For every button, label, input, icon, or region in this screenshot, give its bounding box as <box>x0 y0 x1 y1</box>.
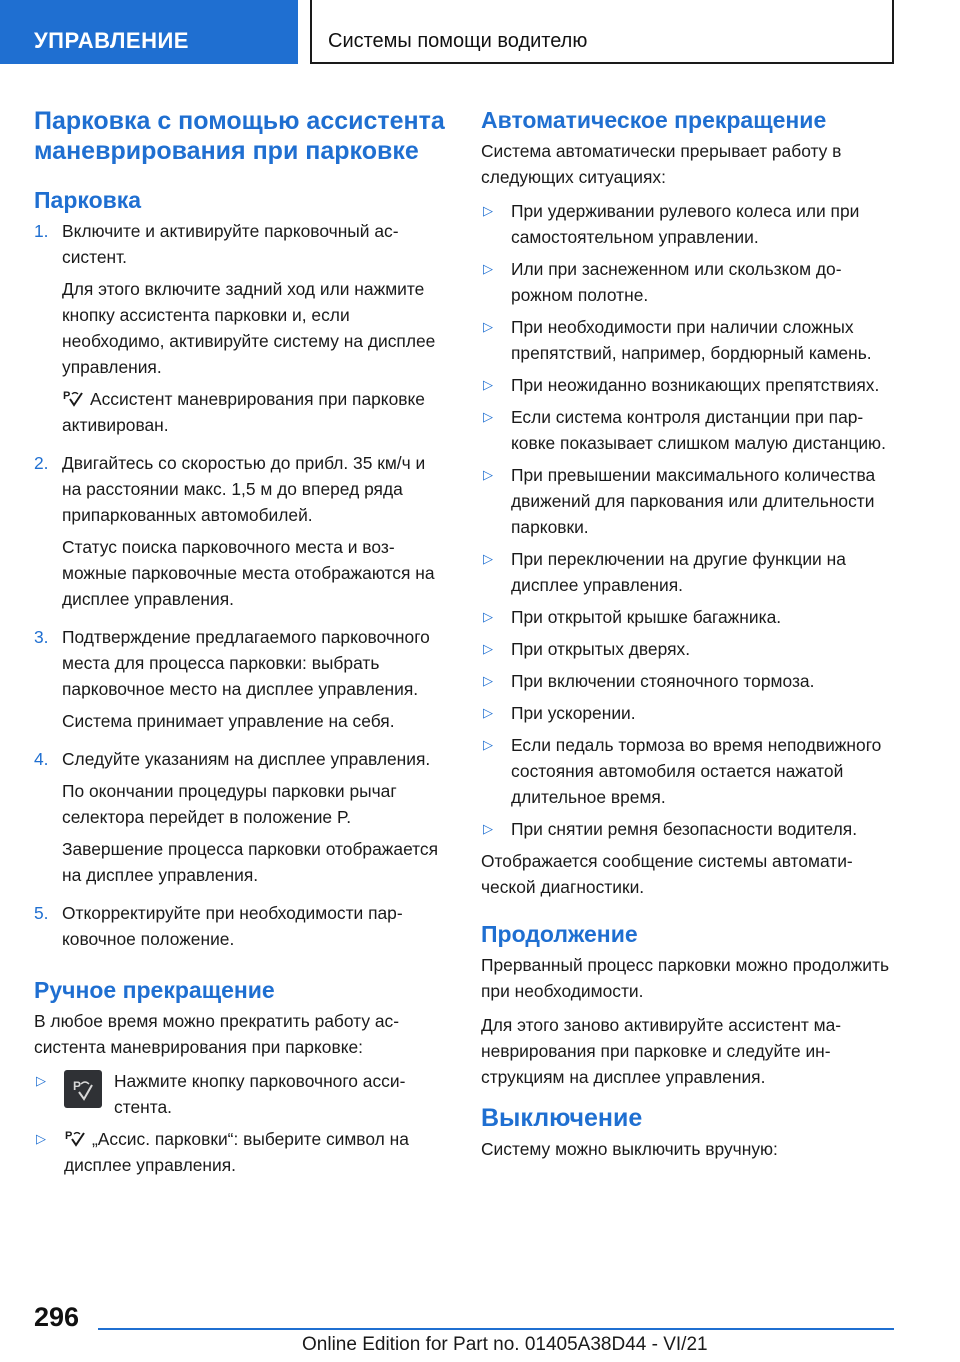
triangle-bullet-icon: ▷ <box>36 1131 46 1146</box>
step-text-after-icon: Ассистент маневрирования при парковке активирован. <box>62 389 425 435</box>
auto-stop-list <box>481 198 895 842</box>
list-item <box>481 314 895 366</box>
list-item <box>481 462 895 540</box>
triangle-bullet-icon: ▷ <box>483 377 493 392</box>
bullet-text: При переключении на другие функции на дисплее управления. <box>511 549 846 595</box>
parking-button-icon <box>64 1070 102 1108</box>
left-column <box>34 100 446 1184</box>
bullet-text: При снятии ремня безопасности водителя. <box>511 819 858 839</box>
list-item <box>481 732 895 810</box>
triangle-bullet-icon: ▷ <box>483 609 493 624</box>
step-number: 2. <box>34 453 49 473</box>
footer-edition: Online Edition for Part no. 01405A38D44 - VI/21 <box>302 1334 708 1355</box>
bullet-text: Нажмите кнопку парковочного ассистента. <box>114 1071 406 1117</box>
parking-heading: Парковка <box>34 187 142 213</box>
triangle-bullet-icon: ▷ <box>483 705 493 720</box>
triangle-bullet-icon: ▷ <box>36 1073 46 1088</box>
auto-stop-intro: Система автоматически прерывает работу в следующих ситуациях: <box>481 141 842 187</box>
step-text: Система принимает управление на себя. <box>62 711 395 731</box>
step-number: 3. <box>34 627 49 647</box>
auto-stop-outro: Отображается сообщение системы автоматической диагностики. <box>481 851 853 897</box>
bullet-text: При превышении максимального количества движений для паркования или длительности парковки. <box>511 465 876 537</box>
list-item <box>481 636 895 662</box>
step-text: Завершение процесса парковки отображается на дисплее управления. <box>62 839 439 885</box>
bullet-text: Или при заснеженном или скользком дорожном полотне. <box>511 259 842 305</box>
step-number: 4. <box>34 749 49 769</box>
list-item <box>481 546 895 598</box>
triangle-bullet-icon: ▷ <box>483 737 493 752</box>
list-item <box>34 1068 446 1120</box>
parking-assistant-icon <box>62 388 84 408</box>
triangle-bullet-icon: ▷ <box>483 821 493 836</box>
step-text: Для этого включите задний ход или нажмите кнопку ассистента парковки и, если необходимо, активируйте систему на дисплее управления. <box>62 279 436 377</box>
triangle-bullet-icon: ▷ <box>483 203 493 218</box>
bullet-text: При открытых дверях. <box>511 639 691 659</box>
switch-off-text: Систему можно выключить вручную: <box>481 1139 778 1159</box>
page-number: 296 <box>34 1302 80 1332</box>
step-text: Следуйте указаниям на дисплее управления. <box>62 749 431 769</box>
parking-assistant-icon <box>64 1128 86 1148</box>
step-number: 1. <box>34 221 49 241</box>
list-item <box>481 604 895 630</box>
list-item <box>481 816 895 842</box>
triangle-bullet-icon: ▷ <box>483 673 493 688</box>
svg-text:P: P <box>73 1079 82 1093</box>
bullet-text: Если педаль тормоза во время неподвижного состояния автомобиля остается нажатой длительное время. <box>511 735 882 807</box>
bullet-text: При необходимости при наличии сложных препятствий, например, бордюрный камень. <box>511 317 872 363</box>
step-1 <box>34 218 446 444</box>
list-item <box>481 668 895 694</box>
footer-divider <box>98 1328 894 1330</box>
manual-stop-intro: В любое время можно прекратить работу ассистента маневрирования при парковке: <box>34 1011 400 1057</box>
continue-text: Прерванный процесс парковки можно продолжить при необходимости. <box>481 955 890 1001</box>
bullet-text: Если система контроля дистанции при парковке показывает слишком малую дистанцию. <box>511 407 886 453</box>
step-2 <box>34 450 446 618</box>
step-text <box>62 386 446 438</box>
step-text: Подтверждение предлагаемого парковочного места для процесса парковки: выбрать парковочное место на дисплее управления. <box>62 627 430 699</box>
main-title: Парковка с помощью ассистента маневрирования при парковке <box>34 107 445 165</box>
step-3 <box>34 624 446 740</box>
header-chapter-label: Системы помощи водителю <box>310 0 894 64</box>
triangle-bullet-icon: ▷ <box>483 261 493 276</box>
bullet-text: При включении стояночного тормоза. <box>511 671 815 691</box>
step-4 <box>34 746 446 894</box>
triangle-bullet-icon: ▷ <box>483 641 493 656</box>
triangle-bullet-icon: ▷ <box>483 319 493 334</box>
triangle-bullet-icon: ▷ <box>483 467 493 482</box>
auto-stop-heading: Автоматическое прекращение <box>481 107 827 133</box>
svg-text:P: P <box>65 1130 73 1142</box>
bullet-text: При ускорении. <box>511 703 636 723</box>
bullet-text: При удерживании рулевого колеса или при самостоятельном управлении. <box>511 201 860 247</box>
manual-stop-heading: Ручное прекращение <box>34 977 275 1003</box>
step-number: 5. <box>34 903 49 923</box>
step-text: Двигайтесь со скоростью до прибл. 35 км/ч и на расстоянии макс. 1,5 м до вперед ряда припаркованных автомобилей. <box>62 453 426 525</box>
step-text: Статус поиска парковочного места и возможные парковочные места отображаются на дисплее управления. <box>62 537 435 609</box>
bullet-text: При открытой крышке багажника. <box>511 607 782 627</box>
list-item <box>481 198 895 250</box>
triangle-bullet-icon: ▷ <box>483 551 493 566</box>
continue-text: Для этого заново активируйте ассистент маневрирования при парковке и следуйте инструкциям на дисплее управления. <box>481 1015 842 1087</box>
header-section-label: УПРАВЛЕНИЕ <box>0 0 298 64</box>
right-column <box>481 100 895 1170</box>
list-item <box>481 404 895 456</box>
step-text: Откорректируйте при необходимости парковочное положение. <box>62 903 403 949</box>
list-item <box>481 256 895 308</box>
triangle-bullet-icon: ▷ <box>483 409 493 424</box>
bullet-text: При неожиданно возникающих препятствиях. <box>511 375 880 395</box>
list-item <box>481 700 895 726</box>
list-item <box>481 372 895 398</box>
switch-off-heading: Выключение <box>481 1104 643 1132</box>
bullet-text: „Ассис. парковки“: выберите символ на дисплее управления. <box>64 1129 409 1175</box>
svg-text:P: P <box>63 390 71 402</box>
continue-heading: Продолжение <box>481 921 638 947</box>
step-text: Включите и активируйте парковочный ассистент. <box>62 221 399 267</box>
step-text: По окончании процедуры парковки рычаг селектора перейдет в положение P. <box>62 781 397 827</box>
step-5 <box>34 900 446 958</box>
list-item <box>34 1126 446 1178</box>
